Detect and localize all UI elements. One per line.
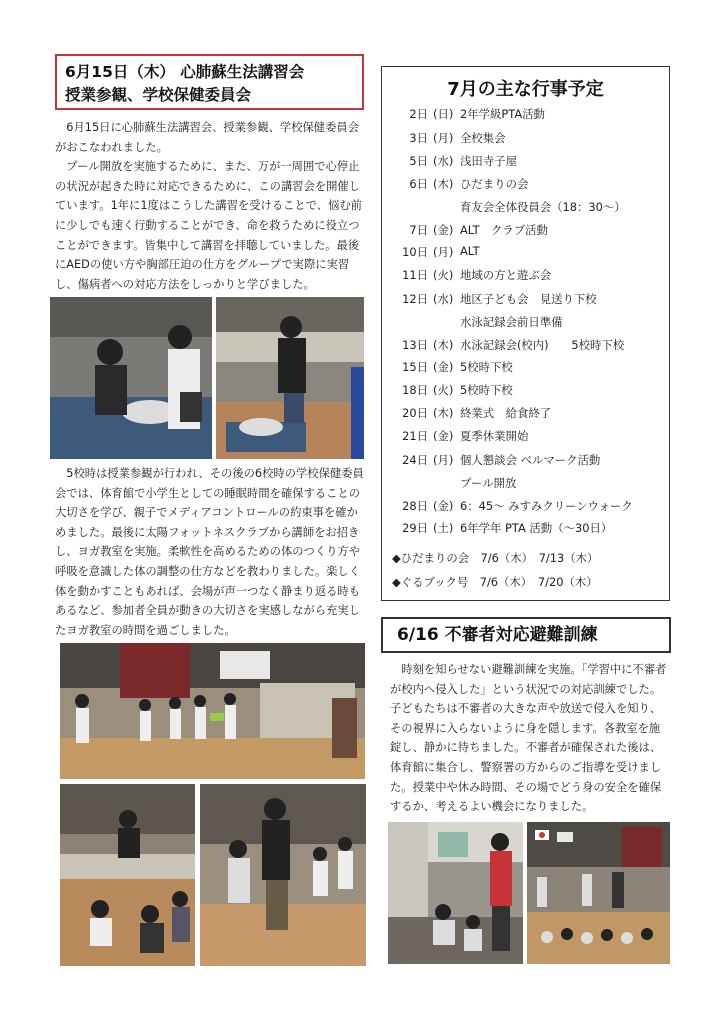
event-weekday: (金) [433, 360, 454, 374]
event-text: ひだまりの会 [460, 177, 529, 191]
event-text: 地区子ども会 見送り下校 [460, 292, 597, 306]
event-weekday: (木) [433, 406, 454, 420]
event-weekday: (月) [433, 245, 454, 259]
event-text: 地域の方と遊ぶ会 [460, 268, 552, 282]
event-weekday: (水) [433, 292, 454, 306]
event-weekday: (金) [433, 499, 454, 513]
visit-paragraph: 5校時は授業参観が行われ、その後の6校時の学校保健委員会では、体育館で小学生としての睡眠時間を確保することの大切さを学び、親子でメディアコントロールの約束事を確かめました。最後に太陽フォットネスクラブから講師をお招きし、ヨガ教室を実施。柔軟性を高めるための体のつくり方や呼吸を意識した体の調整の仕方などを教わりました。楽しく体を動かすこともあれば、会場が声一つなく静まり返る時もあるなど、参加者全員が動きの大切さを実感しながら充実したヨガ教室の時間を過ごしました。 [55, 467, 364, 637]
event-text: 2年学級PTA活動 [460, 107, 545, 121]
drill-paragraph: 時刻を知らせない避難訓練を実施。「学習中に不審者が校内へ侵入した」という状況での対応訓練でした。子どもたちは不審者の大きな声や放送で侵入を知り、その視界に入らないように身を隠します。各教室を施錠し、静かに待ちました。不審者が確保された後は、体育館に集合し、警察署の方からのご指導を受けました。授業中や休み時間、その場でどう身の安全を確保するか、考えるよい機会になりました。 [390, 663, 667, 814]
event-day: 28日 [402, 499, 428, 513]
event-text: 水泳記録会前日準備 [460, 315, 563, 329]
event-weekday: (日) [433, 107, 454, 121]
event-day: 13日 [402, 338, 428, 352]
event-day: 21日 [402, 429, 428, 443]
event-weekday: (月) [433, 131, 454, 145]
drill-article-text [390, 660, 670, 817]
event-day: 24日 [402, 453, 428, 467]
event-day: 2日 [409, 107, 428, 121]
schedule-note-2: ◆ぐるブック号 7/6（木） 7/20（木） [392, 575, 598, 589]
photo-yoga-2 [200, 784, 366, 966]
photo-health-committee [60, 643, 365, 779]
july-schedule-box [381, 66, 670, 601]
photo-cpr-practice-2 [216, 297, 364, 459]
article-header-drill: 6/16 不審者対応避難訓練 [381, 617, 671, 653]
event-day: 29日 [402, 521, 428, 535]
photo-cpr-practice-1 [50, 297, 212, 459]
event-weekday: (木) [433, 338, 454, 352]
event-day: 20日 [402, 406, 428, 420]
event-day: 10日 [402, 245, 428, 259]
event-text: 浅田寺子屋 [460, 154, 517, 168]
event-text: ALT [460, 244, 480, 258]
article-header-cpr [55, 54, 364, 110]
visit-article-text [55, 464, 367, 640]
event-weekday: (土) [433, 521, 454, 535]
photo-drill-classroom [388, 822, 523, 964]
cpr-paragraph-2: プール開放を実施するために、また、万が一周囲で心停止の状況が起きた時に対応できるために、この講習会を開催しています。1年に1度はこうした講習を受けることで、悩む前に少しでも速く行動することができ、命を救うために役立つことができます。皆集中して講習を拝聴していました。最後にAEDの使い方や胸部圧迫の仕方をグループで実際に実習し、傷病者への対応方法をしっかりと学びました。 [55, 160, 362, 291]
event-text: 全校集会 [460, 131, 506, 145]
event-text: 5校時下校 [460, 383, 513, 397]
event-text: プール開放 [460, 476, 517, 490]
event-weekday: (金) [433, 429, 454, 443]
event-text: 夏季休業開始 [460, 429, 529, 443]
event-weekday: (水) [433, 154, 454, 168]
event-text: 5校時下校 [460, 360, 513, 374]
photo-yoga-1 [60, 784, 195, 966]
event-day: 6日 [409, 177, 428, 191]
event-day: 15日 [402, 360, 428, 374]
event-weekday: (金) [433, 223, 454, 237]
cpr-paragraph-1: 6月15日に心肺蘇生法講習会、授業参観、学校保健委員会がおこなわれました。 [55, 121, 359, 154]
event-text: 個人懇談会 ベルマーク活動 [460, 453, 601, 467]
event-text: 終業式 給食終了 [460, 406, 552, 420]
header-line-1: 6月15日（木） 心肺蘇生法講習会 [65, 63, 305, 81]
event-day: 5日 [409, 154, 428, 168]
event-text: 育友会全体役員会（18：30〜） [460, 200, 626, 214]
event-text: 水泳記録会(校内) 5校時下校 [460, 338, 625, 352]
event-text: 6：45〜 みすみクリーンウォーク [460, 499, 633, 513]
cpr-article-text [55, 118, 368, 294]
event-day: 3日 [409, 131, 428, 145]
header-line-2: 授業参観、学校保健委員会 [65, 86, 252, 104]
event-weekday: (木) [433, 177, 454, 191]
photo-drill-gym [527, 822, 670, 964]
event-day: 7日 [409, 223, 428, 237]
schedule-note-1: ◆ひだまりの会 7/6（木） 7/13（木） [392, 551, 599, 565]
event-weekday: (火) [433, 268, 454, 282]
event-weekday: (火) [433, 383, 454, 397]
event-text: 6年学年 PTA 活動（〜30日） [460, 521, 613, 535]
event-text: ALT クラブ活動 [460, 223, 548, 237]
event-weekday: (月) [433, 453, 454, 467]
schedule-title: 7月の主な行事予定 [447, 79, 604, 100]
event-day: 18日 [402, 383, 428, 397]
event-day: 12日 [402, 292, 428, 306]
event-day: 11日 [402, 268, 428, 282]
